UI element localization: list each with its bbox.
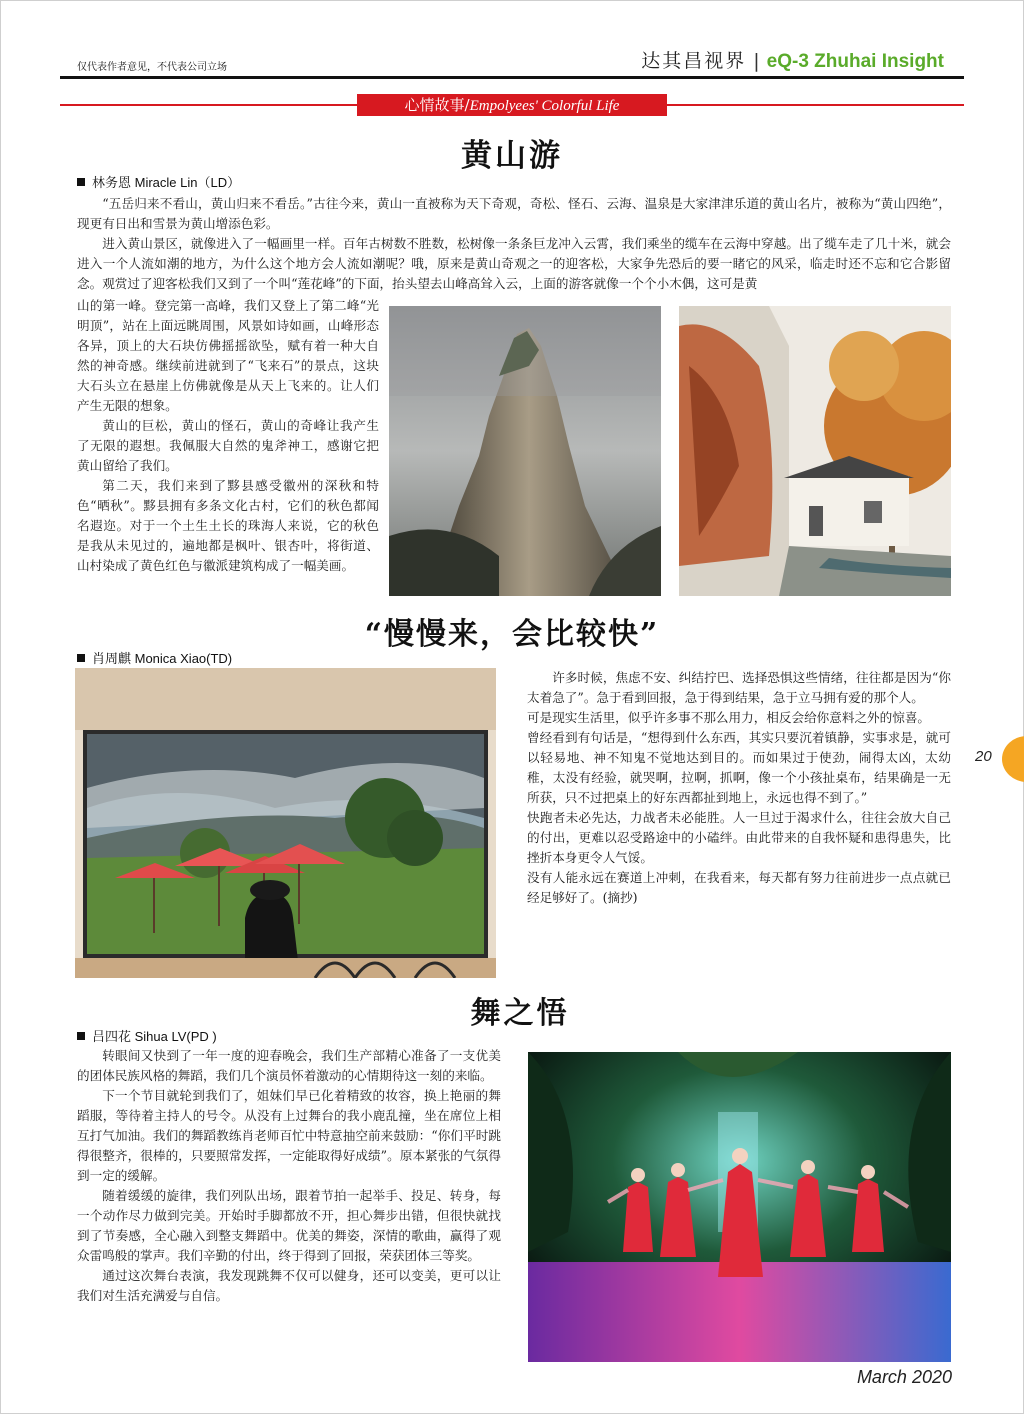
masthead-separator: | xyxy=(753,50,760,72)
page-number: 20 xyxy=(975,748,992,765)
section-title-en: Empolyees' Colorful Life xyxy=(469,98,620,114)
section-title-cn: 心情故事/ xyxy=(404,96,470,114)
bullet-square-icon xyxy=(77,178,85,186)
article1-column xyxy=(77,296,379,576)
article1-author xyxy=(77,172,240,191)
article1-paragraph: 黄山的巨松，黄山的怪石，黄山的奇峰让我产生了无限的遐想。我佩服大自然的鬼斧神工，感谢它把黄山留给了我们。 xyxy=(77,418,379,473)
yixian-autumn-photo xyxy=(679,306,951,596)
article2-author-name: 肖周麒 Monica Xiao(TD) xyxy=(92,651,233,666)
article1-intro xyxy=(77,194,951,294)
article2-paragraph: 许多时候，焦虑不安、纠结拧巴、选择恐惧这些情绪，往往都是因为“你太着急了”。急于看到回报，急于得到结果，急于立马拥有爱的那个人。 xyxy=(527,670,951,705)
article2-body xyxy=(527,668,951,908)
article3-author-name: 吕四花 Sihua LV(PD ) xyxy=(92,1029,217,1044)
article3-body xyxy=(77,1046,501,1306)
masthead xyxy=(641,46,944,73)
article2-author xyxy=(77,648,232,667)
bullet-square-icon xyxy=(77,1032,85,1040)
magazine-title-en: eQ-3 Zhuhai Insight xyxy=(766,51,944,72)
article2-paragraph: 没有人能永远在赛道上冲刺，在我看来，每天都有努力往前进步一点点就已经足够好了。(摘抄) xyxy=(527,870,951,905)
article3-author xyxy=(77,1026,217,1045)
article2-paragraph: 可是现实生活里，似乎许多事不那么用力，相反会给你意料之外的惊喜。 xyxy=(527,710,930,725)
bullet-square-icon xyxy=(77,654,85,662)
article3-title: 舞之悟 xyxy=(470,996,570,1031)
article2-title: “慢慢来，会比较快” xyxy=(364,617,660,652)
article1-title: 黄山游 xyxy=(461,138,563,174)
article3-paragraph: 通过这次舞台表演，我发现跳舞不仅可以健身，还可以变美，更可以让我们对生活充满爱与自信。 xyxy=(77,1268,501,1303)
article1-author-name: 林务恩 Miracle Lin（LD） xyxy=(92,175,241,190)
article3-paragraph: 随着缓缓的旋律，我们列队出场，跟着节拍一起举手、投足、转身，每一个动作尽力做到完美。开始时手脚都放不开，担心舞步出错，但很快就找到了节奏感，全心融入到整支舞蹈中。优美的舞姿，深情的歌曲，赢得了观众雷鸣般的掌声。我们辛勤的付出，终于得到了回报，荣获团体三等奖。 xyxy=(77,1188,501,1263)
huangshan-peak-photo xyxy=(389,306,661,596)
article1-paragraph: 第二天，我们来到了黟县感受徽州的深秋和特色“晒秋”。黟县拥有多条文化古村，它们的秋色都闻名遐迩。对于一个土生土长的珠海人来说，它的秋色是我从未见过的，遍地都是枫叶、银杏叶，将街道、山村染成了黄色红色与徽派建筑构成了一幅美画。 xyxy=(77,478,379,573)
article1-paragraph: “五岳归来不看山，黄山归来不看岳。”古往今来，黄山一直被称为天下奇观，奇松、怪石、云海、温泉是大家津津乐道的黄山名片，被称为“黄山四绝”，现更有日出和雪景为黄山增添色彩。 xyxy=(77,196,951,231)
issue-date: March 2020 xyxy=(856,1367,952,1387)
article2-paragraph: 曾经看到有句话是，“想得到什么东西，其实只要沉着镇静，实事求是，就可以轻易地、神不知鬼不觉地达到目的。而如果过于使劲，闹得太凶，太幼稚，太没有经验，就哭啊，拉啊，抓啊，像一个小孩扯桌布，结果确是一无所获，只不过把桌上的好东西都扯到地上，永远也得不到了。” xyxy=(527,730,951,805)
header-rule xyxy=(60,76,964,79)
article1-paragraph: 山的第一峰。登完第一高峰，我们又登上了第二峰“光明顶”，站在上面远眺周围，风景如诗如画，山峰形态各异，顶上的大石块仿佛摇摇欲坠，赋有着一种大自然的神奇感。继续前进就到了“飞来石”的景点，这块大石头立在悬崖上仿佛就像是从天上飞来的。让人们产生无限的想象。 xyxy=(77,298,379,413)
article1-paragraph: 进入黄山景区，就像进入了一幅画里一样。百年古树数不胜数，松树像一条条巨龙冲入云霄，我们乘坐的缆车在云海中穿越。出了缆车走了几十米，就会进入一个人流如潮的地方，为什么这个地方会人流如潮呢？哦，原来是黄山奇观之一的迎客松，大家争先恐后的要一睹它的风采，临走时还不忘和它合影留念。观赏过了迎客松我们又到了一个叫“莲花峰”的下面，抬头望去山峰高耸入云，上面的游客就像一个个小木偶，这可是黄 xyxy=(77,236,951,291)
magazine-title-cn: 达其昌视界 xyxy=(641,50,747,72)
article3-paragraph: 转眼间又快到了一年一度的迎春晚会，我们生产部精心准备了一支优美的团体民族风格的舞蹈，我们几个演员怀着激动的心情期待这一刻的来临。 xyxy=(77,1048,501,1083)
window-view-photo xyxy=(75,668,496,978)
article3-paragraph: 下一个节目就轮到我们了，姐妹们早已化着精致的妆容，换上艳丽的舞蹈服，等待着主持人的号令。从没有上过舞台的我小鹿乱撞，坐在席位上相互打气加油。我们的舞蹈教练肖老师百忙中特意抽空前来鼓励：“你们平时跳得很整齐，很棒的，只要照常发挥，一定能取得好成绩”。原本紧张的气氛得到一定的缓解。 xyxy=(77,1088,501,1183)
section-banner xyxy=(357,94,667,116)
disclaimer: 仅代表作者意见，不代表公司立场 xyxy=(77,62,227,73)
dance-stage-photo xyxy=(528,1052,951,1362)
article2-paragraph: 快跑者未必先达，力战者未必能胜。人一旦过于渴求什么，往往会放大自己的付出，更难以忍受路途中的小磕绊。由此带来的自我怀疑和患得患失，比挫折本身更令人气馁。 xyxy=(527,810,951,865)
